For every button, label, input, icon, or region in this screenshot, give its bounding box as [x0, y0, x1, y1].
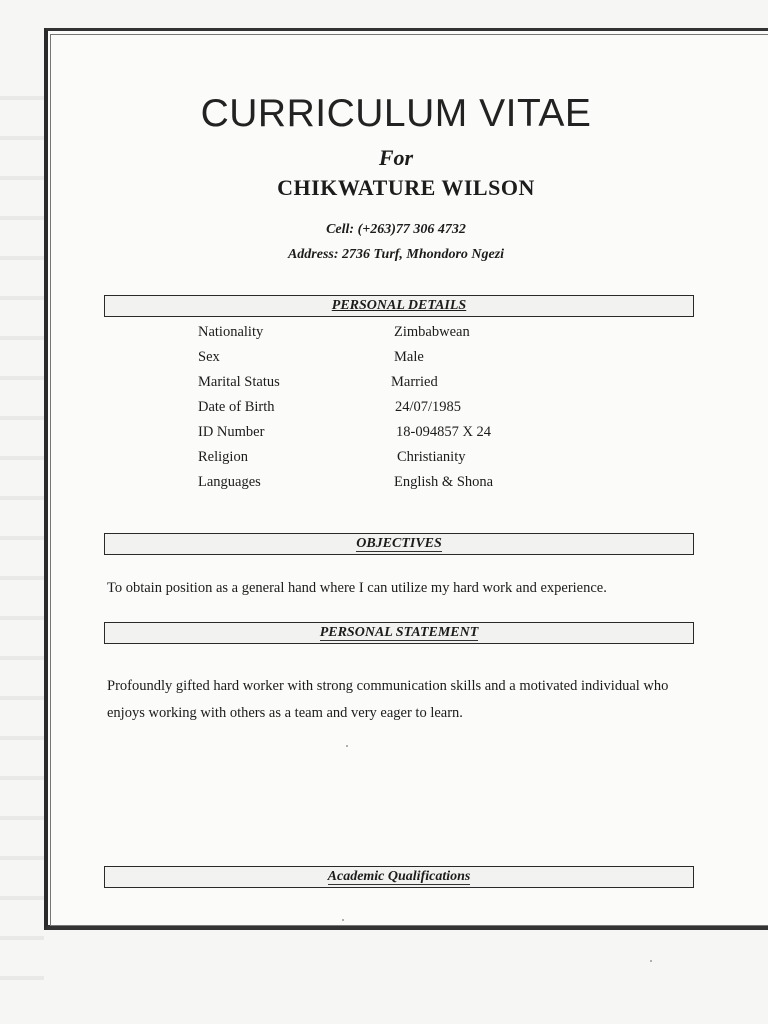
- detail-label: Date of Birth: [198, 399, 275, 415]
- detail-row: [198, 449, 558, 474]
- scan-speck: [650, 960, 652, 962]
- section-title: PERSONAL STATEMENT: [319, 625, 479, 640]
- detail-label: Nationality: [198, 324, 264, 340]
- detail-value: English & Shona: [394, 474, 494, 490]
- detail-label: Languages: [198, 474, 261, 490]
- scan-speck: [342, 919, 344, 921]
- detail-row: [198, 474, 558, 499]
- section-title: Academic Qualifications: [327, 869, 471, 884]
- detail-label: Marital Status: [198, 374, 280, 390]
- detail-value: Male: [394, 349, 424, 365]
- scan-margin-noise: [0, 60, 44, 1000]
- detail-value: 24/07/1985: [395, 399, 462, 415]
- cell-number: Cell: (+263)77 306 4732: [326, 222, 466, 237]
- detail-value: Zimbabwean: [394, 324, 470, 340]
- detail-row: [198, 424, 558, 449]
- detail-value: Married: [391, 374, 438, 390]
- section-header-objectives: [104, 533, 694, 555]
- personal-details-list: [198, 324, 558, 499]
- detail-row: [198, 399, 558, 424]
- detail-row: [198, 324, 558, 349]
- candidate-name: CHIKWATURE WILSON: [277, 175, 535, 200]
- scan-speck: [346, 745, 348, 747]
- detail-row: [198, 374, 558, 399]
- section-header-academic-qualifications: [104, 866, 694, 888]
- personal-statement-text: Profoundly gifted hard worker with strong communication skills and a motivated individual who enjoys working with others as a team and very eager to learn.: [107, 678, 669, 721]
- detail-row: [198, 349, 558, 374]
- section-title: OBJECTIVES: [356, 536, 442, 551]
- for-label: For: [378, 145, 414, 170]
- detail-label: Sex: [198, 349, 220, 365]
- detail-label: ID Number: [198, 424, 265, 440]
- section-title: PERSONAL DETAILS: [331, 298, 467, 313]
- document-title: CURRICULUM VITAE: [200, 92, 592, 135]
- detail-value: Christianity: [397, 449, 466, 465]
- section-header-personal-statement: [104, 622, 694, 644]
- detail-label: Religion: [198, 449, 248, 465]
- section-header-personal-details: [104, 295, 694, 317]
- detail-value: 18-094857 X 24: [396, 424, 492, 440]
- objective-text: To obtain position as a general hand where I can utilize my hard work and experience.: [107, 580, 607, 596]
- postal-address: Address: 2736 Turf, Mhondoro Ngezi: [287, 247, 505, 262]
